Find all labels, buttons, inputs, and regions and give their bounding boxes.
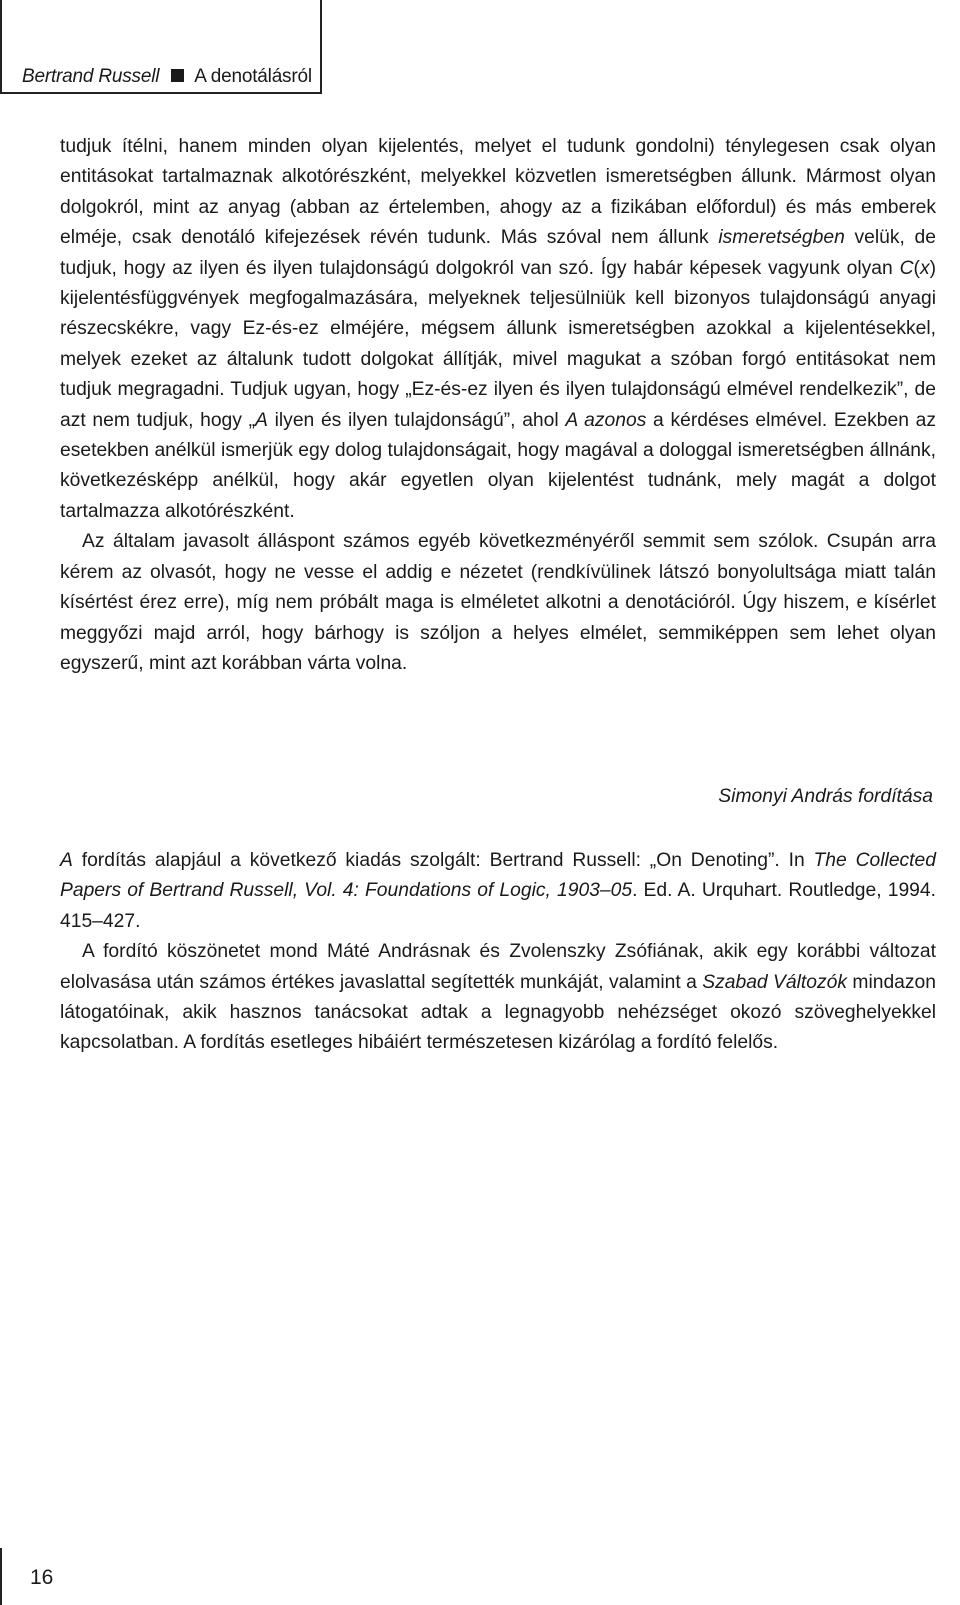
emphasis: ismeretségben <box>718 227 845 249</box>
note-paragraph <box>60 937 936 1059</box>
book-title: The Collected Papers of Bertrand Russell, Vol. 4: Foundations of Logic, 1903–05 <box>60 850 936 902</box>
text-run: a kérdéses elmével. Ezekben az esetekben anélkül ismerjük egy dolog tulajdonságait, hogy magával a dologgal ismeretségben állnánk, következésképp anélkül, hogy akár egyetlen olyan kijelentést tudnánk, mely magát a dolgot tartalmazza alkotórészként. <box>60 409 936 522</box>
text-run: tudjuk ítélni, hanem minden olyan kijelentés, melyet el tudunk gondolni) ténylegesen csak olyan entitásokat tartalmaznak alkotórészként, melyekkel közvetlen ismeretségben állunk. Mármost olyan dolgokról, mint az anyag (abban az értelemben, ahogy az a fizikában előfordul) és más emberek elméje, csak denotáló kifejezések révén tudunk. Más szóval nem állunk <box>60 136 936 249</box>
emphasis: A <box>255 409 268 431</box>
text-run: ( <box>913 257 920 279</box>
text-run: ilyen és ilyen tulajdonságú”, ahol <box>267 409 566 431</box>
page-number: 16 <box>30 1566 54 1589</box>
emphasis: C <box>899 257 914 279</box>
main-text <box>60 132 936 679</box>
text-run: . Ed. A. Urquhart. Routledge, 1994. 415–427. <box>60 880 936 932</box>
running-head-title: A denotálásról <box>194 66 312 87</box>
translator-credit: Simonyi András fordítása <box>718 786 933 807</box>
note-paragraph <box>60 846 936 937</box>
text-run: ) kijelentésfüggvények megfogalmazására, melyeknek teljesülniük kell bizonyos tulajdonságú anyagi részecskékre, vagy Ez-és-ez elméjére, mégsem állunk ismeretségben azokkal a kijelentésekkel, melyek ezeket az általunk tudott dolgokat állítják, mivel magukat a szóban forgó entitásokat nem tudjuk megragadni. Tudjuk ugyan, hogy „Ez-és-ez ilyen és ilyen tulajdonságú elmével rendelkezik”, de azt nem tudjuk, hogy „ <box>60 257 936 431</box>
text-run: velük, de tudjuk, hogy az ilyen és ilyen tulajdonságú dolgokról van szó. Így habár képesek vagyunk olyan <box>60 227 936 279</box>
square-separator-icon <box>171 69 184 82</box>
text-run: mindazon látogatóinak, akik hasznos tanácsokat adtak a legnagyobb nehézséget okozó szöveghelyekkel kapcsolatban. A fordítás esetleges hibáiért természetesen kizárólag a fordító felelős. <box>60 971 936 1054</box>
emphasis: Szabad Változók <box>702 971 847 993</box>
paragraph-continuation <box>60 132 936 527</box>
emphasis: x <box>919 257 930 279</box>
folio-rule <box>0 1548 2 1605</box>
emphasis: A <box>60 850 73 871</box>
text-run: A fordító köszönetet mond Máté Andrásnak és Zvolenszky Zsófiának, akik egy korábbi változat elolvasása után számos értékes javaslattal segítették munkáját, valamint a <box>60 941 936 993</box>
running-head-author: Bertrand Russell <box>22 66 160 87</box>
translator-note <box>60 846 936 1059</box>
text-run: fordítás alapjául a következő kiadás szolgált: Bertrand Russell: „On Denoting”. In <box>72 850 814 871</box>
paragraph: Az általam javasolt álláspont számos egyéb következményéről semmit sem szólok. Csupán arra kérem az olvasót, hogy ne vesse el addig e nézetet (rendkívülinek látszó bonyolultsága miatt talán kísértést érez erre), míg nem próbált maga is elméletet alkotni a denotációról. Úgy hiszem, e kísérlet meggyőzi majd arról, hogy bárhogy is szóljon a helyes elmélet, semmiképpen sem lehet olyan egyszerű, mint azt korábban várta volna. <box>60 531 936 674</box>
emphasis: A azonos <box>565 409 647 431</box>
running-head <box>22 66 312 88</box>
